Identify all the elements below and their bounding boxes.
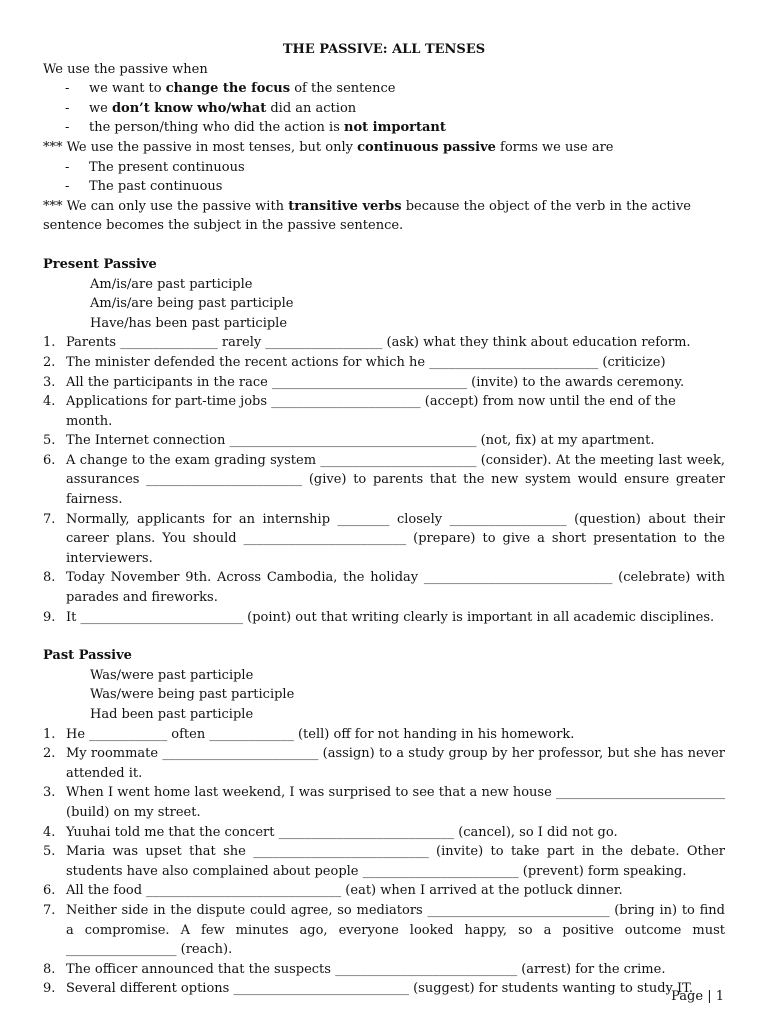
exercise-item: 4. Applications for part-time jobs _______________________ (accept) from now until the end of the month. [43, 394, 676, 429]
exercise-item: 3. All the participants in the race ______________________________ (invite) to the awards ceremony. [43, 374, 685, 390]
exception-item: - The present continuous [43, 158, 725, 178]
worksheet-page [43, 40, 725, 999]
use-item: - we don’t know who/what did an action [43, 99, 725, 119]
exercise-item: 5. Maria was upset that she ___________________________ (invite) to take part in the debate. Other students have also complained about people ________________________ (prevent) form speaking. [43, 844, 725, 879]
present-passive-heading: Present Passive [43, 256, 157, 272]
exercise-item: 1. He ____________ often _____________ (tell) off for not handing in his homework. [43, 726, 575, 742]
exercise-item: 7. Normally, applicants for an internship ________ closely __________________ (question) about their career plans. You should _________________________ (prepare) to give a short presentation to the interviewers. [43, 511, 725, 566]
exercise-item: 4. Yuuhai told me that the concert ___________________________ (cancel), so I did not go. [43, 824, 618, 840]
exercise-item: 9. Several different options ___________________________ (suggest) for students wanting to study IT. [43, 981, 694, 997]
note-transitive: *** We can only use the passive with transitive verbs because the object of the verb in the active sentence becomes the subject in the passive sentence. [43, 198, 691, 234]
dash-marker: - [65, 159, 70, 175]
past-form: Was/were past participle [90, 667, 254, 683]
exception-item: - The past continuous [43, 177, 725, 197]
past-passive-heading: Past Passive [43, 648, 132, 664]
note-continuous: *** We use the passive in most tenses, but only continuous passive forms we use are [43, 139, 614, 155]
present-form: Am/is/are past participle [90, 276, 253, 292]
exercise-item: 7. Neither side in the dispute could agree, so mediators ____________________________ (bring in) to find a compromise. A few minutes ago, everyone looked happy, so a positive outcome must _________________ (reach). [43, 902, 725, 958]
page-number: Page | 1 [671, 989, 724, 1004]
exercise-item: 6. A change to the exam grading system ________________________ (consider). At the meeting last week, assurances ________________________ (give) to parents that the new system would ensure greater fairness. [43, 452, 725, 508]
exercise-item: 1. Parents _______________ rarely __________________ (ask) what they think about education reform. [43, 335, 691, 351]
exercise-item: 3. When I went home last weekend, I was surprised to see that a new house __________________________ (build) on my street. [43, 785, 725, 820]
present-exercise-list [43, 333, 725, 627]
use-item: - we want to change the focus of the sentence [43, 79, 725, 99]
exercise-item: 8. Today November 9th. Across Cambodia, the holiday _____________________________ (celebrate) with parades and fireworks. [43, 570, 725, 606]
page-title: THE PASSIVE: ALL TENSES [282, 42, 486, 57]
use-item: - the person/thing who did the action is not important [43, 118, 725, 138]
past-form: Was/were being past participle [90, 687, 295, 703]
exercise-item: 9. It _________________________ (point) out that writing clearly is important in all academic disciplines. [43, 609, 715, 625]
present-form: Am/is/are being past participle [90, 296, 294, 312]
exercise-item: 5. The Internet connection ______________________________________ (not, fix) at my apartment. [43, 433, 655, 449]
present-form: Have/has been past participle [90, 315, 288, 331]
exercise-item: 8. The officer announced that the suspects ____________________________ (arrest) for the crime. [43, 961, 666, 977]
past-form: Had been past participle [90, 707, 254, 722]
dash-marker: - [65, 120, 70, 136]
intro-text: We use the passive when [43, 61, 208, 77]
exercise-item: 6. All the food ______________________________ (eat) when I arrived at the potluck dinner. [43, 883, 623, 899]
dash-marker: - [65, 100, 70, 116]
dash-marker: - [65, 81, 70, 97]
exercise-item: 2. My roommate ________________________ (assign) to a study group by her professor, but she has never attended it. [43, 746, 725, 781]
dash-marker: - [65, 179, 70, 195]
past-exercise-list [43, 725, 725, 999]
exercise-item: 2. The minister defended the recent actions for which he __________________________ (criticize) [43, 354, 666, 370]
